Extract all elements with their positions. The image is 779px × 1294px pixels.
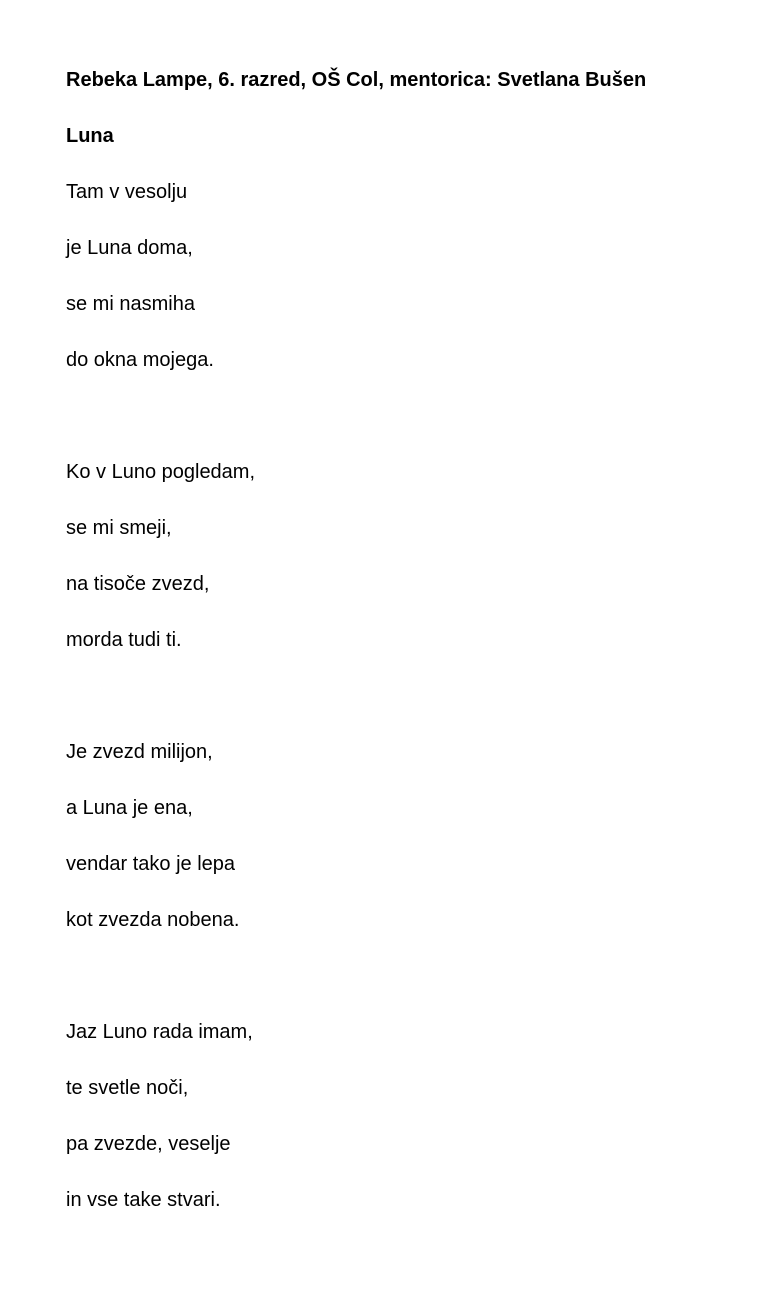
poem-line: a Luna je ena, xyxy=(66,797,193,819)
stanza-spacer xyxy=(66,402,779,458)
stanza xyxy=(66,178,779,374)
stanza xyxy=(66,1018,779,1214)
poem-line: Je zvezd milijon, xyxy=(66,741,213,763)
poem-line: Jaz Luno rada imam, xyxy=(66,1021,253,1043)
poem-line: pa zvezde, veselje xyxy=(66,1133,231,1155)
poem-line: na tisoče zvezd, xyxy=(66,573,210,595)
poem-line: morda tudi ti. xyxy=(66,629,182,651)
poem-line: Ko v Luno pogledam, xyxy=(66,461,256,483)
author-line: Rebeka Lampe, 6. razred, OŠ Col, mentorica: Svetlana Bušen xyxy=(66,69,647,91)
poem-title: Luna xyxy=(66,125,114,147)
stanza-spacer xyxy=(66,682,779,738)
poem-line: te svetle noči, xyxy=(66,1077,189,1099)
poem-line: do okna mojega. xyxy=(66,349,214,371)
poem-line: Tam v vesolju xyxy=(66,181,188,203)
poem-line: kot zvezda nobena. xyxy=(66,909,240,931)
poem-line: se mi nasmiha xyxy=(66,293,195,315)
stanza xyxy=(66,738,779,934)
stanza xyxy=(66,458,779,654)
stanza-spacer xyxy=(66,962,779,1018)
poem-line: in vse take stvari. xyxy=(66,1189,221,1211)
poem-line: se mi smeji, xyxy=(66,517,172,539)
poem-line: vendar tako je lepa xyxy=(66,853,236,875)
poem-line: je Luna doma, xyxy=(66,237,193,259)
